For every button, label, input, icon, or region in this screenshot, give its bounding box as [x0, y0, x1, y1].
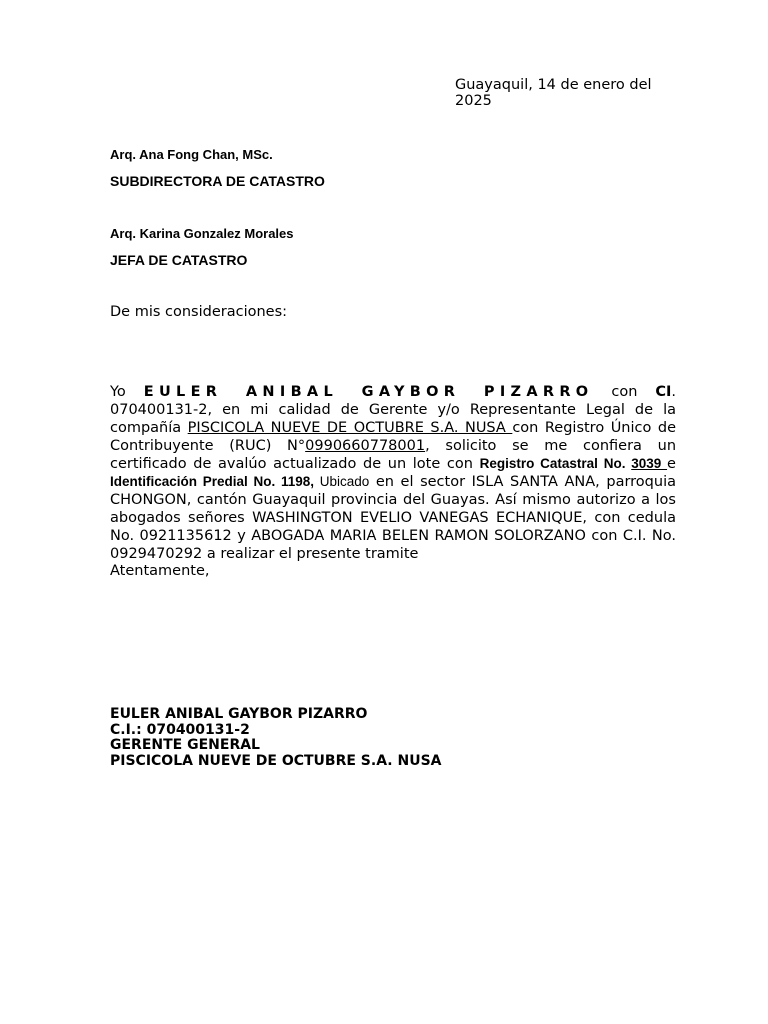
body-and: e	[667, 456, 676, 472]
ruc-number: 0990660778001	[305, 438, 426, 454]
body-con: con	[593, 384, 656, 400]
letter-date: Guayaquil, 14 de enero del 2025	[455, 77, 652, 109]
letter-body	[110, 383, 676, 563]
recipient-1-name: Arq. Ana Fong Chan, MSc.	[110, 147, 273, 162]
predial-label: Identificación Predial No. 1198,	[110, 474, 314, 489]
ci-label: CI	[655, 384, 672, 400]
recipient-1-role: SUBDIRECTORA DE CATASTRO	[110, 173, 325, 189]
catastral-number: 3039	[631, 456, 668, 471]
ci-value: . 070400131-2, en mi calidad de Gerente y/o Representante Legal de la compañía	[110, 384, 676, 436]
recipient-2-role: JEFA DE CATASTRO	[110, 252, 248, 268]
greeting: De mis consideraciones:	[110, 304, 288, 320]
request-text: , solicito se me confiera un certificado de avalúo actualizado de un lote con	[110, 438, 677, 472]
applicant-name: EULER ANIBAL GAYBOR PIZARRO	[143, 384, 594, 400]
signature-name: EULER ANIBAL GAYBOR PIZARRO	[110, 706, 368, 722]
signature-id: C.I.: 070400131-2	[110, 721, 250, 738]
location-text: en el sector ISLA SANTA ANA, parroquia CHONGON, cantón Guayaquil provincia del Guayas. Así mismo autorizo a los abogados señores WASHINGTON EVELIO VANEGAS ECHANIQUE, con cedula No. 0921135612 y ABOGADA MARIA BELEN RAMON SOLORZANO con C.I. No. 0929470292 a realizar el presente tramite	[110, 474, 676, 562]
signature-block	[110, 707, 442, 769]
closing: Atentamente,	[110, 563, 210, 579]
ubicado-word: Ubicado	[314, 474, 370, 489]
catastral-label: Registro Catastral No.	[479, 456, 626, 471]
company-name: PISCICOLA NUEVE DE OCTUBRE S.A. NUSA	[187, 420, 513, 436]
signature-title: GERENTE GENERAL	[110, 737, 260, 753]
signature-company: PISCICOLA NUEVE DE OCTUBRE S.A. NUSA	[110, 752, 442, 769]
recipient-2-name: Arq. Karina Gonzalez Morales	[110, 226, 294, 241]
body-yo: Yo	[110, 384, 144, 400]
ruc-text: con Registro Único de Contribuyente (RUC) N°	[110, 420, 676, 454]
